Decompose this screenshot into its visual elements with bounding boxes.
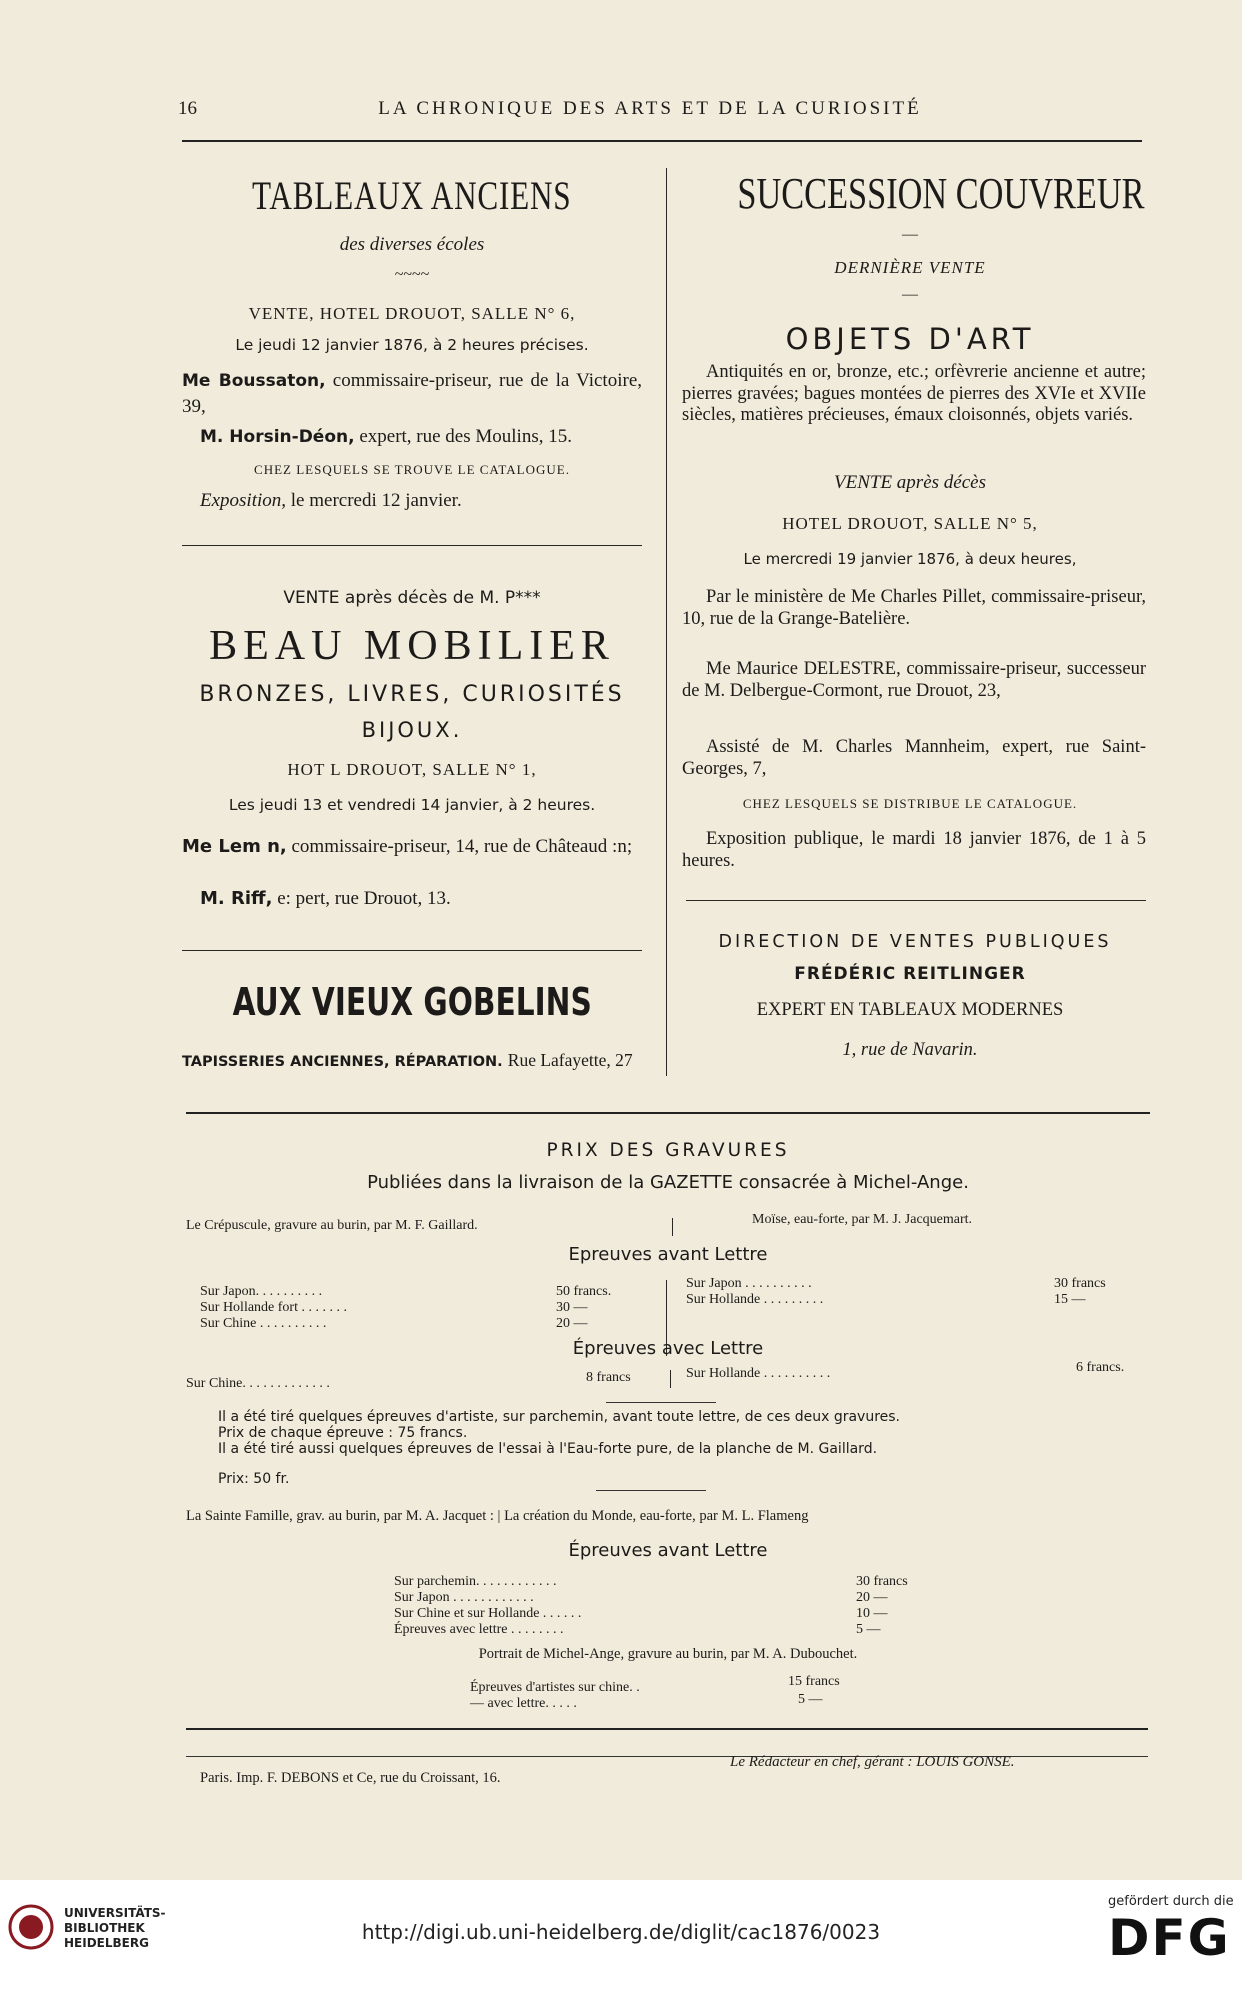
objets-desc: Antiquités en or, bronze, etc.; orfèvrerie ancienne et autre; pierres gravées; bagues montées de pierres des XVIe et XVIIe siècles, matières précieuses, émaux cloisonnés, objets variés. bbox=[682, 362, 1146, 425]
succession-vente: VENTE après décès bbox=[834, 472, 986, 493]
right-row-0-price: 30 francs bbox=[1054, 1276, 1106, 1291]
hollande-label: Sur Hollande . . . . . . . . . . bbox=[686, 1366, 831, 1381]
digitization-footer bbox=[0, 1880, 1242, 1989]
rule-4 bbox=[186, 1112, 1150, 1114]
gobelins-line: TAPISSERIES ANCIENNES, RÉPARATION. Rue Lafayette, 27 bbox=[182, 1050, 633, 1070]
row2-3-price: 5 — bbox=[856, 1622, 881, 1637]
tableaux-date: Le jeudi 12 janvier 1876, à 2 heures précises. bbox=[235, 336, 589, 354]
succession-para3: Assisté de M. Charles Mannheim, expert, rue Saint-Georges, 7, bbox=[682, 737, 1146, 779]
portrait: Portrait de Michel-Ange, gravure au burin, par M. A. Dubouchet. bbox=[478, 1646, 858, 1662]
crepuscule: Le Crépuscule, gravure au burin, par M. F. Gaillard. bbox=[186, 1218, 478, 1233]
dfg-logo: DFG bbox=[1108, 1909, 1231, 1967]
left-row-2-price: 20 — bbox=[556, 1316, 588, 1331]
rule-5 bbox=[606, 1402, 716, 1403]
imprint-left: Paris. Imp. F. DEBONS et Ce, rue du Croissant, 16. bbox=[200, 1770, 501, 1786]
artiste-label: Épreuves d'artistes sur chine. . bbox=[470, 1680, 640, 1695]
note4: Prix: 50 fr. bbox=[218, 1471, 290, 1487]
row2-1-price: 20 — bbox=[856, 1590, 888, 1605]
mobilier-line1: Me Lem n, commissaire-priseur, 14, rue de Châteaud :n; bbox=[182, 836, 633, 857]
right-row-1-label: Sur Hollande . . . . . . . . . bbox=[686, 1292, 824, 1307]
chine-price: 8 francs bbox=[586, 1370, 631, 1385]
mobilier-sub1: BRONZES, LIVRES, CURIOSITÉS bbox=[199, 682, 625, 707]
direction-title: DIRECTION DE VENTES PUBLIQUES bbox=[718, 932, 1112, 952]
tableaux-catalogue: CHEZ LESQUELS SE TROUVE LE CATALOGUE. bbox=[254, 462, 570, 477]
note2: Prix de chaque épreuve : 75 francs. bbox=[218, 1425, 468, 1441]
tableaux-sale: VENTE, HOTEL DROUOT, SALLE N° 6, bbox=[248, 304, 576, 323]
gravures-divider-1 bbox=[672, 1218, 673, 1236]
mobilier-dates: Les jeudi 13 et vendredi 14 janvier, à 2 heures. bbox=[228, 796, 596, 814]
library-name-2: BIBLIOTHEK bbox=[64, 1921, 145, 1935]
library-name-1: UNIVERSITÄTS- bbox=[64, 1906, 166, 1920]
succession-subtitle: DERNIÈRE VENTE bbox=[834, 258, 986, 277]
imprint-right: Le Rédacteur en chef, gérant : LOUIS GONSE. bbox=[730, 1754, 1015, 1770]
left-row-1-price: 30 — bbox=[556, 1300, 588, 1315]
heidelberg-seal-icon bbox=[8, 1904, 54, 1950]
moise: Moïse, eau-forte, par M. J. Jacquemart. bbox=[752, 1212, 973, 1227]
tableaux-line2: M. Horsin-Déon, expert, rue des Moulins, 15. bbox=[200, 426, 572, 447]
succession-hotel: HOTEL DROUOT, SALLE N° 5, bbox=[782, 514, 1038, 533]
row2-2-label: Sur Chine et sur Hollande . . . . . . bbox=[394, 1606, 582, 1621]
succession-catalogue: CHEZ LESQUELS SE DISTRIBUE LE CATALOGUE. bbox=[742, 796, 1078, 811]
rule-6 bbox=[596, 1490, 706, 1491]
succession-title: SUCCESSION COUVREUR bbox=[737, 169, 1145, 218]
library-name-3: HEIDELBERG bbox=[64, 1936, 149, 1950]
mobilier-vente: VENTE après décès de M. P*** bbox=[283, 588, 541, 608]
mobilier-hotel: HOT L DROUOT, SALLE N° 1, bbox=[287, 760, 537, 779]
rule-3 bbox=[686, 900, 1146, 901]
tableaux-expo: Exposition, le mercredi 12 janvier. bbox=[200, 490, 462, 511]
left-row-0-price: 50 francs. bbox=[556, 1284, 612, 1299]
gravures-title: PRIX DES GRAVURES bbox=[546, 1140, 790, 1161]
hollande-price: 6 francs. bbox=[1076, 1360, 1125, 1375]
rule-2 bbox=[182, 950, 642, 951]
succession-expo: Exposition publique, le mardi 18 janvier 1876, de 1 à 5 heures. bbox=[682, 829, 1146, 871]
gravures-divider-3 bbox=[670, 1370, 671, 1388]
tableaux-title: TABLEAUX ANCIENS bbox=[252, 173, 572, 218]
ornament: ~~~~ bbox=[394, 266, 430, 283]
direction-role: EXPERT EN TABLEAUX MODERNES bbox=[756, 1000, 1064, 1020]
funded-by: gefördert durch die bbox=[1108, 1894, 1234, 1909]
direction-address: 1, rue de Navarin. bbox=[842, 1040, 978, 1060]
permalink-url[interactable]: http://digi.ub.uni-heidelberg.de/diglit/cac1876/0023 bbox=[361, 1920, 881, 1944]
direction-name: FRÉDÉRIC REITLINGER bbox=[794, 964, 1026, 984]
note1: Il a été tiré quelques épreuves d'artiste, sur parchemin, avant toute lettre, de ces deux gravures. bbox=[218, 1409, 901, 1425]
lettre-label: — avec lettre. . . . . bbox=[470, 1696, 577, 1711]
row2-0-label: Sur parchemin. . . . . . . . . . . . bbox=[394, 1574, 557, 1589]
row2-0-price: 30 francs bbox=[856, 1574, 908, 1589]
mobilier-line2: M. Riff, e: pert, rue Drouot, 13. bbox=[200, 888, 451, 909]
page-number: 16 bbox=[178, 98, 197, 119]
running-header: LA CHRONIQUE DES ARTS ET DE LA CURIOSITÉ bbox=[378, 98, 922, 119]
succession-para2: Me Maurice DELESTRE, commissaire-priseur, successeur de M. Delbergue-Cormont, rue Drouot, 23, bbox=[682, 659, 1146, 701]
tableaux-subtitle: des diverses écoles bbox=[339, 234, 485, 255]
artiste-price: 15 francs bbox=[788, 1674, 840, 1689]
left-row-2-label: Sur Chine . . . . . . . . . . bbox=[200, 1316, 327, 1331]
mobilier-title: BEAU MOBILIER bbox=[209, 623, 615, 669]
gravures-avant2: Épreuves avant Lettre bbox=[568, 1540, 768, 1561]
gravures-subtitle: Publiées dans la livraison de la GAZETTE consacrée à Michel-Ange. bbox=[367, 1172, 969, 1193]
left-row-1-label: Sur Hollande fort . . . . . . . bbox=[200, 1300, 347, 1315]
note3: Il a été tiré aussi quelques épreuves de l'essai à l'Eau-forte pure, de la planche de M. Gaillard. bbox=[218, 1441, 878, 1457]
left-row-0-label: Sur Japon. . . . . . . . . . bbox=[200, 1284, 323, 1299]
right-row-0-label: Sur Japon . . . . . . . . . . bbox=[686, 1276, 812, 1291]
header-rule bbox=[182, 140, 1142, 142]
lettre-price: 5 — bbox=[798, 1692, 823, 1707]
rule-7 bbox=[186, 1728, 1148, 1730]
succession-dash2: — bbox=[902, 286, 918, 303]
row2-1-label: Sur Japon . . . . . . . . . . . . bbox=[394, 1590, 534, 1605]
sainte-famille: La Sainte Famille, grav. au burin, par M. A. Jacquet : | La création du Monde, eau-forte, par M. L. Flameng bbox=[186, 1508, 809, 1524]
gravures-avant: Epreuves avant Lettre bbox=[568, 1244, 768, 1265]
succession-para1: Par le ministère de Me Charles Pillet, commissaire-priseur, 10, rue de la Grange-Batelière. bbox=[682, 587, 1146, 629]
chine-label: Sur Chine. . . . . . . . . . . . . bbox=[186, 1376, 330, 1391]
boussaton: Me Boussaton, bbox=[182, 371, 326, 391]
gobelins-title: AUX VIEUX GOBELINS bbox=[232, 980, 592, 1024]
tableaux-line1: Me Boussaton, commissaire-priseur, rue de la Victoire, 39, bbox=[182, 370, 642, 417]
gravures-avec: Épreuves avec Lettre bbox=[572, 1338, 764, 1359]
objets-title: OBJETS D'ART bbox=[785, 322, 1035, 356]
row2-3-label: Épreuves avec lettre . . . . . . . . bbox=[394, 1622, 564, 1637]
column-divider bbox=[666, 168, 667, 1076]
mobilier-sub2: BIJOUX. bbox=[361, 718, 463, 742]
succession-dash1: — bbox=[902, 226, 918, 243]
succession-date: Le mercredi 19 janvier 1876, à deux heures, bbox=[743, 550, 1077, 568]
right-row-1-price: 15 — bbox=[1054, 1292, 1086, 1307]
row2-2-price: 10 — bbox=[856, 1606, 888, 1621]
rule-1 bbox=[182, 545, 642, 546]
